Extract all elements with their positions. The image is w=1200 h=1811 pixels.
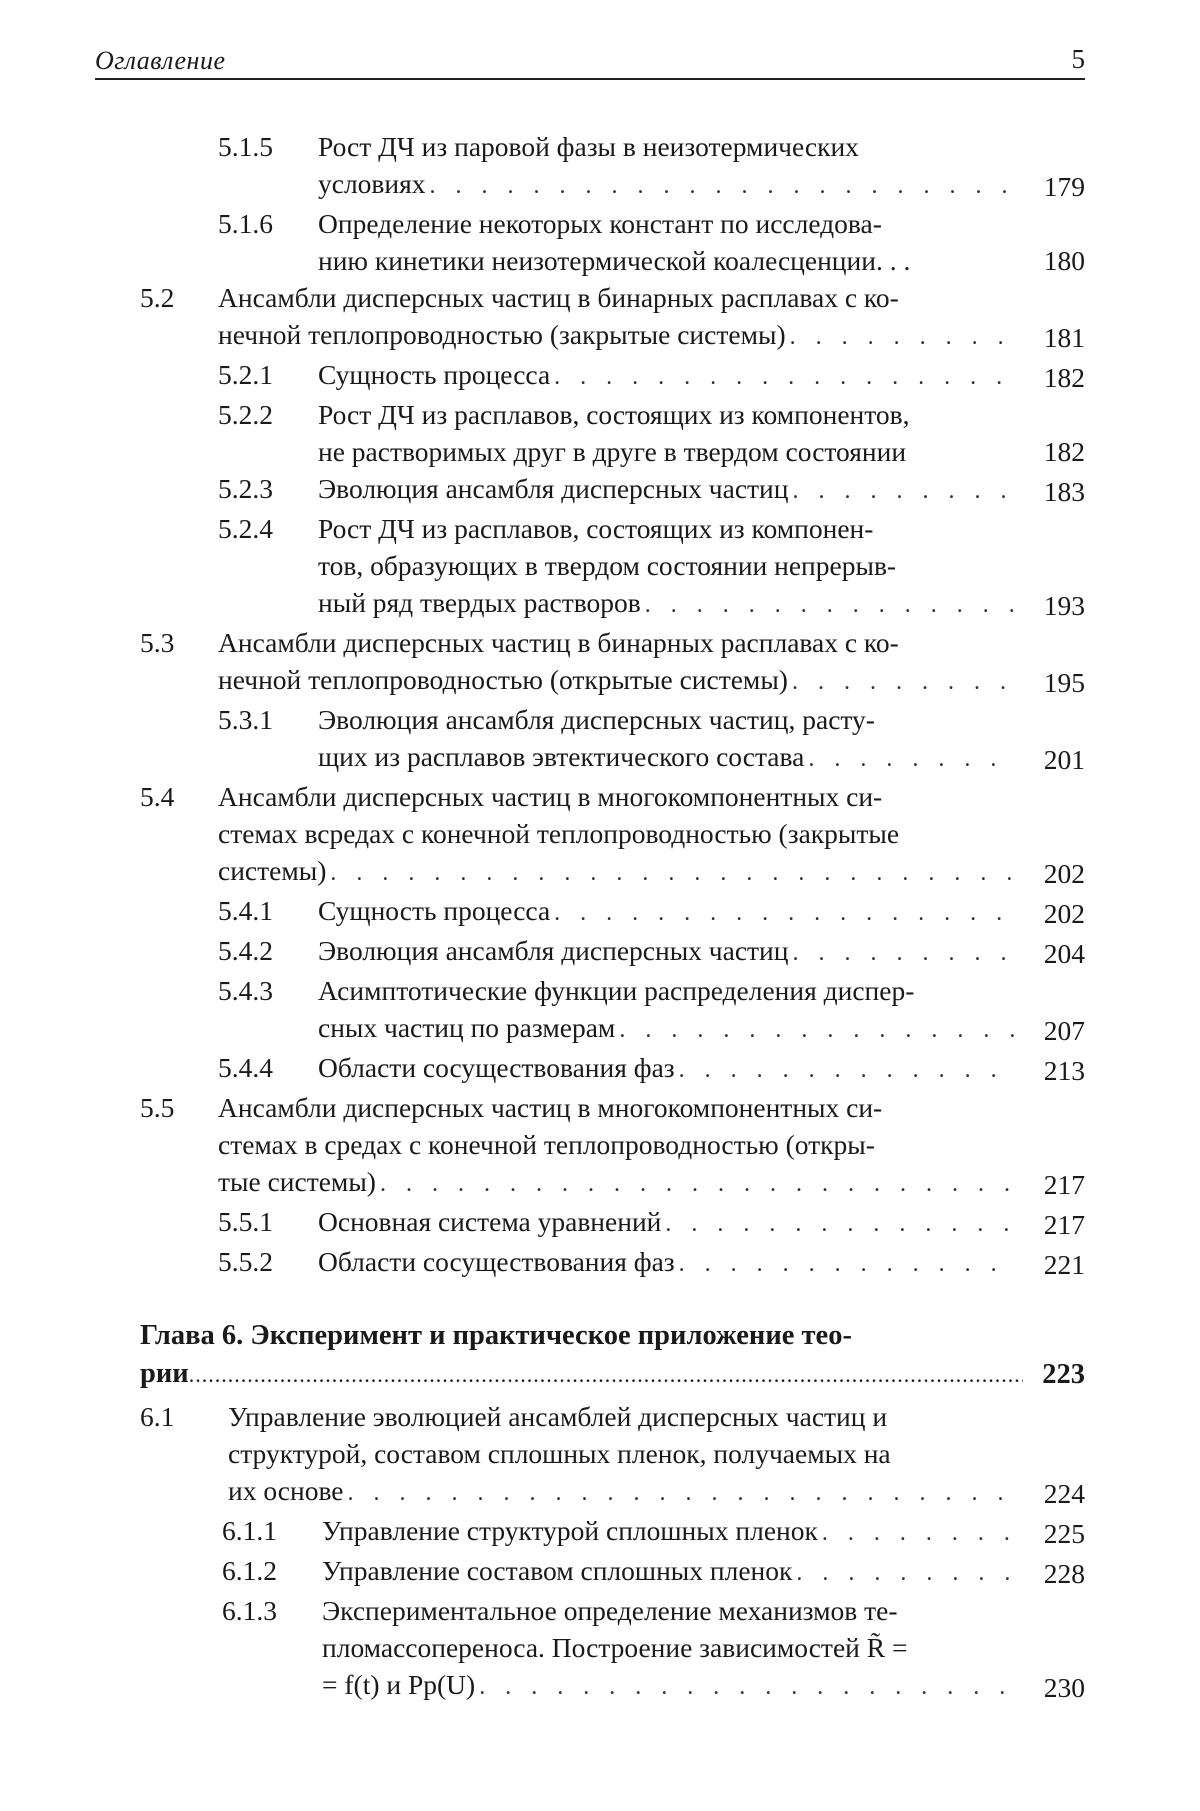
toc-entry-number: 5.4.3 [218,975,273,1006]
toc-entry-number: 6.1.3 [222,1595,277,1626]
chapter-title: Глава 6. Эксперимент и практическое приложение тео- [140,1320,852,1351]
toc-entry[interactable] [140,396,1085,470]
toc-entry-text: Ансамбли дисперсных частиц в бинарных расплавах с ко- [218,282,899,313]
toc-entry[interactable] [140,1049,1085,1089]
toc-entry-text: Эволюция ансамбля дисперсных частиц [318,473,789,504]
toc-entry-text: Управление составом сплошных пленок [322,1555,793,1586]
dot-leader [804,741,1015,778]
dot-leader [675,1246,1015,1283]
toc-entry-text: Рост ДЧ из паровой фазы в неизотермических [318,131,859,162]
toc-entry-page: 217 [1043,1209,1085,1240]
toc-entry-page: 193 [1043,590,1085,621]
dot-leader [661,1206,1015,1243]
toc-entry-text: Основная система уравнений [318,1206,662,1237]
dot-leader [326,855,1015,892]
toc-entry-page: 202 [1043,898,1085,929]
page-number: 5 [1071,44,1085,74]
toc-entry[interactable] [140,128,1085,205]
toc-entry-number: 5.2.4 [218,513,273,544]
toc-entry[interactable] [140,470,1085,510]
toc-entry[interactable] [140,778,1085,892]
toc-entry-number: 6.1 [140,1401,175,1432]
dot-leader [789,935,1016,972]
toc-entry-text: стемах в средах с конечной теплопроводностью (откры- [218,1129,875,1160]
toc-entry[interactable] [140,205,1085,279]
dot-leader [792,1555,1015,1592]
table-of-contents [140,128,1085,1706]
toc-entry-text: Управление эволюцией ансамблей дисперсных частиц и [228,1401,888,1432]
toc-entry[interactable] [140,1552,1085,1592]
dot-leader [343,1475,1015,1512]
toc-entry-text: Сущность процесса [318,359,551,390]
toc-entry-page: 207 [1043,1015,1085,1046]
toc-entry-page: 224 [1043,1478,1085,1509]
toc-entry-number: 5.5 [140,1092,175,1123]
toc-entry-text: Ансамбли дисперсных частиц в многокомпонентных си- [218,1092,883,1123]
toc-entry-page: 181 [1043,322,1085,353]
toc-entry-text: Ансамбли дисперсных частиц в бинарных расплавах с ко- [218,627,899,658]
toc-entry-page: 201 [1043,744,1085,775]
chapter-title: рии [140,1358,189,1389]
toc-entry-text: щих из расплавов эвтектического состава [318,741,805,772]
dot-leader [426,168,1015,205]
toc-entry-number: 5.2.3 [218,473,273,504]
toc-entry-number: 5.1.6 [218,208,273,239]
dot-leader [818,1515,1015,1552]
toc-entry-number: 5.3 [140,627,175,658]
dot-leader [550,359,1015,396]
toc-entry-text: тов, образующих в твердом состоянии непрерыв- [318,550,897,581]
toc-entry-text: их основе [228,1475,344,1506]
toc-entry-number: 5.4 [140,781,175,812]
toc-entry-number: 6.1.2 [222,1555,277,1586]
toc-entry-text: Эволюция ансамбля дисперсных частиц, расту- [318,704,875,735]
dot-leader [189,1356,1023,1394]
toc-entry-page: 217 [1043,1169,1085,1200]
toc-entry-text: Асимптотические функции распределения диспер- [318,975,915,1006]
toc-entry-text: нию кинетики неизотермической коалесценции. . . [318,245,911,276]
toc-entry[interactable] [140,1243,1085,1283]
toc-entry-text: Управление структурой сплошных пленок [322,1515,818,1546]
toc-entry-number: 5.4.1 [218,895,273,926]
toc-entry[interactable] [140,892,1085,932]
toc-entry[interactable] [140,510,1085,624]
toc-entry-text: ный ряд твердых растворов [318,587,641,618]
toc-entry-page: 195 [1043,667,1085,698]
toc-entry[interactable] [140,1398,1085,1512]
toc-entry-text: Ансамбли дисперсных частиц в многокомпонентных си- [218,781,883,812]
toc-entry-page: 182 [1043,436,1085,467]
toc-entry-number: 5.2 [140,282,175,313]
toc-entry-text: Рост ДЧ из расплавов, состоящих из компонентов, [318,399,910,430]
toc-entry-page: 182 [1043,362,1085,393]
toc-entry-number: 5.2.1 [218,359,273,390]
toc-entry-page: 221 [1043,1249,1085,1280]
dot-leader [475,1669,1015,1706]
toc-entry-text: = f(t) и Pp(U) [322,1669,476,1700]
toc-entry-page: 179 [1043,171,1085,202]
toc-entry-text: нечной теплопроводностью (закрытые системы) [218,319,786,350]
toc-entry-number: 5.5.1 [218,1206,273,1237]
toc-entry-page: 183 [1043,476,1085,507]
toc-entry-text: Сущность процесса [318,895,551,926]
toc-entry[interactable] [140,932,1085,972]
toc-entry-text: Экспериментальное определение механизмов те- [322,1595,898,1626]
toc-entry-text: сных частиц по размерам [318,1012,616,1043]
toc-entry[interactable] [140,279,1085,356]
toc-entry-number: 5.3.1 [218,704,273,735]
dot-leader [550,895,1015,932]
toc-chapter-entry[interactable] [140,1317,1085,1394]
toc-entry-number: 5.4.4 [218,1052,273,1083]
toc-entry-number: 5.5.2 [218,1246,273,1277]
dot-leader [786,319,1015,356]
toc-entry-text: условиях [318,168,426,199]
dot-leader [641,587,1015,624]
toc-entry-number: 5.2.2 [218,399,273,430]
toc-entry-text: системы) [218,855,327,886]
toc-entry[interactable] [140,1592,1085,1706]
chapter-page: 223 [1042,1359,1085,1390]
toc-entry-text: структурой, составом сплошных пленок, получаемых на [228,1438,891,1469]
toc-entry-text: не растворимых друг в друге в твердом состоянии [318,436,907,467]
toc-entry[interactable] [140,701,1085,778]
dot-leader [615,1012,1015,1049]
dot-leader [788,664,1015,701]
dot-leader [789,473,1016,510]
dot-leader [675,1052,1015,1089]
toc-entry[interactable] [140,624,1085,701]
toc-entry-text: нечной теплопроводностью (открытые системы) [218,664,788,695]
toc-entry-page: 230 [1043,1672,1085,1703]
toc-entry-page: 225 [1043,1518,1085,1549]
toc-entry-page: 180 [1043,245,1085,276]
toc-entry-text: Области сосуществования фаз [318,1246,675,1277]
running-header [95,42,1085,80]
toc-entry[interactable] [140,1512,1085,1552]
toc-entry[interactable] [140,1203,1085,1243]
toc-entry-text: Рост ДЧ из расплавов, состоящих из компонен- [318,513,874,544]
toc-entry-number: 6.1.1 [222,1515,277,1546]
running-title: Оглавление [95,46,226,75]
toc-entry[interactable] [140,972,1085,1049]
toc-entry-text: тые системы) [218,1166,376,1197]
dot-leader [376,1166,1015,1203]
toc-entry-text: Области сосуществования фаз [318,1052,675,1083]
toc-entry-page: 228 [1043,1558,1085,1589]
toc-entry[interactable] [140,356,1085,396]
toc-entry-page: 204 [1043,938,1085,969]
toc-entry-text: стемах всредах с конечной теплопроводностью (закрытые [218,818,900,849]
toc-entry-text: Определение некоторых констант по исследова- [318,208,882,239]
toc-entry-text: Эволюция ансамбля дисперсных частиц [318,935,789,966]
toc-entry-page: 213 [1043,1055,1085,1086]
toc-entry-number: 5.1.5 [218,131,273,162]
toc-entry-text: пломассопереноса. Построение зависимостей R̃ = [322,1632,908,1663]
toc-entry[interactable] [140,1089,1085,1203]
toc-entry-page: 202 [1043,858,1085,889]
toc-entry-number: 5.4.2 [218,935,273,966]
